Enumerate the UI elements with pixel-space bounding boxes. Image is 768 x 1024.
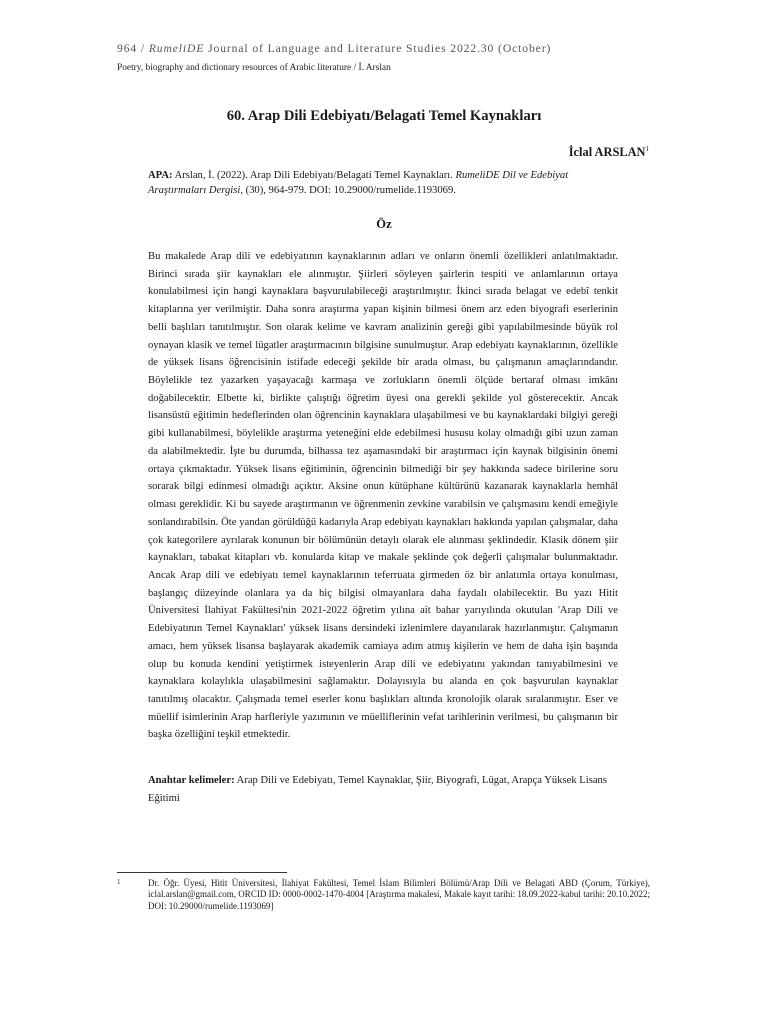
abstract-body: Bu makalede Arap dili ve edebiyatının kaynaklarının adları ve onların önemli özellikleri anlatılmaktadır. Birinci sırada şiir kaynakları ele alınmıştır. Şiirleri söyleyen şairlerin tespiti ve anlamlarının ortaya konulabilmesi için hangi kaynaklara başvurulabileceği araştırılmıştır. İkinci sırada belagat ve edebî tenkit kitaplarına yer verilmiştir. Daha sonra araştırma yapan kişinin bilmesi önem arz eden biyografi eserlerinin belli başlıları tanıtılmıştır. Son olarak kelime ve kavram analizinin gereği gibi yapılabilmesinde büyük rol oynayan klasik ve temel lügatler araştırmacının bilgisine sunulmuştur. Arap edebiyatı kaynaklarının, özellikle de yüksek lisans öğrencisinin istifade edeceği şekilde bir arada olması, bu çalışmanın amaçlarındandır. Böylelikle tez yazarken yaşayacağı karmaşa ve zorlukların önemli ölçüde bertaraf olması imkânı doğabilecektir. Elbette ki, birlikte çalıştığı öğretim üyesi ona gerekli şekilde yol gösterecektir. Ancak lisansüstü eğitimin hedeflerinden olan öğrencinin kaynaklara ulaşabilmesi ve bu kaynaklardaki bilgiyi gereği gibi kullanabilmesi, böylelikle araştırma yeteneğini elde edebilmesi hususu kolay olmadığı gibi uzun zaman da alabilmektedir. İşte bu durumda, bilhassa tez aşamasındaki bir araştırmacı için kaynak bilgisinin önemi ortaya çıkmaktadır. Yüksek lisans eğitiminin, öğrencinin bilmediği bir şey hakkında sadece birilerine soru sorarak bilgi edinmesi olmadığı açıktır. Aksine onun kütüphane kültürünü kazanarak kaynaklarla hemhâl olması gereklidir. Ki bu sayede araştırmanın ve öğrenmenin zevkine varabilsin ve çalışmasını kendi emeğiyle sonlandırabilsin. Öte yandan görüldüğü kadarıyla Arap edebiyatı kaynakları hakkında yapılan çalışmalar, daha çok kategorilere ayrılarak konunun bir bölümünün detaylı olarak ele alınması şeklindedir. Klasik dönem şiir kaynakları, tabakat kitapları vb. konularda kitap ve makale şeklinde çok değerli çalışmalar bulunmaktadır. Ancak Arap dili ve edebiyatı temel kaynaklarının teferruata girmeden öz bir anlatımla ortaya konulması, başlangıç düzeyinde olanlara ya da hiç bilgisi olmayanlara daha faydalı olabilecektir. Bu yazı Hitit Üniversitesi İlahiyat Fakültesi'nin 2021-2022 öğretim yılına ait bahar yarıyılında okutulan 'Arap Dili ve Edebiyatının Temel Kaynakları' yüksek lisans dersindeki izlenimlere dayanılarak hazırlanmıştır. Çalışmanın amacı, hem yüksek lisansa başlayarak akademik camiaya adım atmış kişilerin ve hem de daha işin başında olup bu konuda kendini yetiştirmek isteyenlerin Arap dili ve edebiyatını yakından tanıyabilmesini ve kaynaklara kolaylıkla ulaşabilmesini sağlamaktır. Dolayısıyla bu alanda en çok başvurulan kaynaklar tanıtılmış olacaktır. Çalışmada temel eserler konu başlıkları altında kronolojik olarak sıralanmıştır. Eser ve müellif isimlerinin Arap harfleriyle yazımının ve müelliflerinin vefat tarihlerinin verilmesi, bu çalışmanın bir başka özelliğini teşkil etmektedir.: [148, 251, 618, 741]
citation-journal: RumeliDE Dil ve Edebiyat Araştırmaları Dergisi: [148, 170, 569, 196]
keywords-label: Anahtar kelimeler:: [148, 775, 235, 786]
footnote-text: Dr. Öğr. Üyesi, Hitit Üniversitesi, İlahiyat Fakültesi, Temel İslam Bilimleri Bölümü/Arap Dili ve Belagati ABD (Çorum, Türkiye), iclal.arslan@gmail.com, ORCID ID: 0000-0002-1470-4004 [Araştırma makalesi, Makale kayıt tarihi: 18.09.2022-kabul tarihi: 20.10.2022; DOI: 10.29000/rumelide.1193069]: [148, 878, 650, 911]
footnote-divider: [117, 872, 287, 873]
citation-details: , (30), 964-979. DOI: 10.29000/rumelide.1193069.: [240, 185, 456, 196]
journal-name: RumeliDE: [148, 42, 205, 55]
abstract-heading: Öz: [376, 217, 392, 231]
author-footnote-mark[interactable]: 1: [645, 145, 649, 153]
citation-text: Arslan, İ. (2022). Arap Dili Edebiyatı/Belagati Temel Kaynakları.: [172, 170, 456, 181]
citation-block: [148, 168, 618, 198]
journal-issue: Journal of Language and Literature Studies 2022.30 (October): [204, 42, 552, 55]
journal-header: [117, 42, 677, 55]
keywords: [148, 772, 618, 808]
author-line: [117, 145, 649, 160]
keywords-text: Arap Dili ve Edebiyatı, Temel Kaynaklar, Şiir, Biyografi, Lügat, Arapça Yüksek Lisans Eğitimi: [148, 775, 607, 804]
author-name: İclal ARSLAN: [568, 145, 646, 160]
article-title: 60. Arap Dili Edebiyatı/Belagati Temel Kaynakları: [226, 108, 542, 124]
running-head: Poetry, biography and dictionary resources of Arabic literature / İ. Arslan: [117, 63, 391, 73]
page-number: 964: [117, 42, 138, 55]
citation-label: APA:: [148, 170, 173, 181]
header-separator: /: [137, 42, 149, 55]
footnote-mark: 1: [117, 878, 121, 886]
